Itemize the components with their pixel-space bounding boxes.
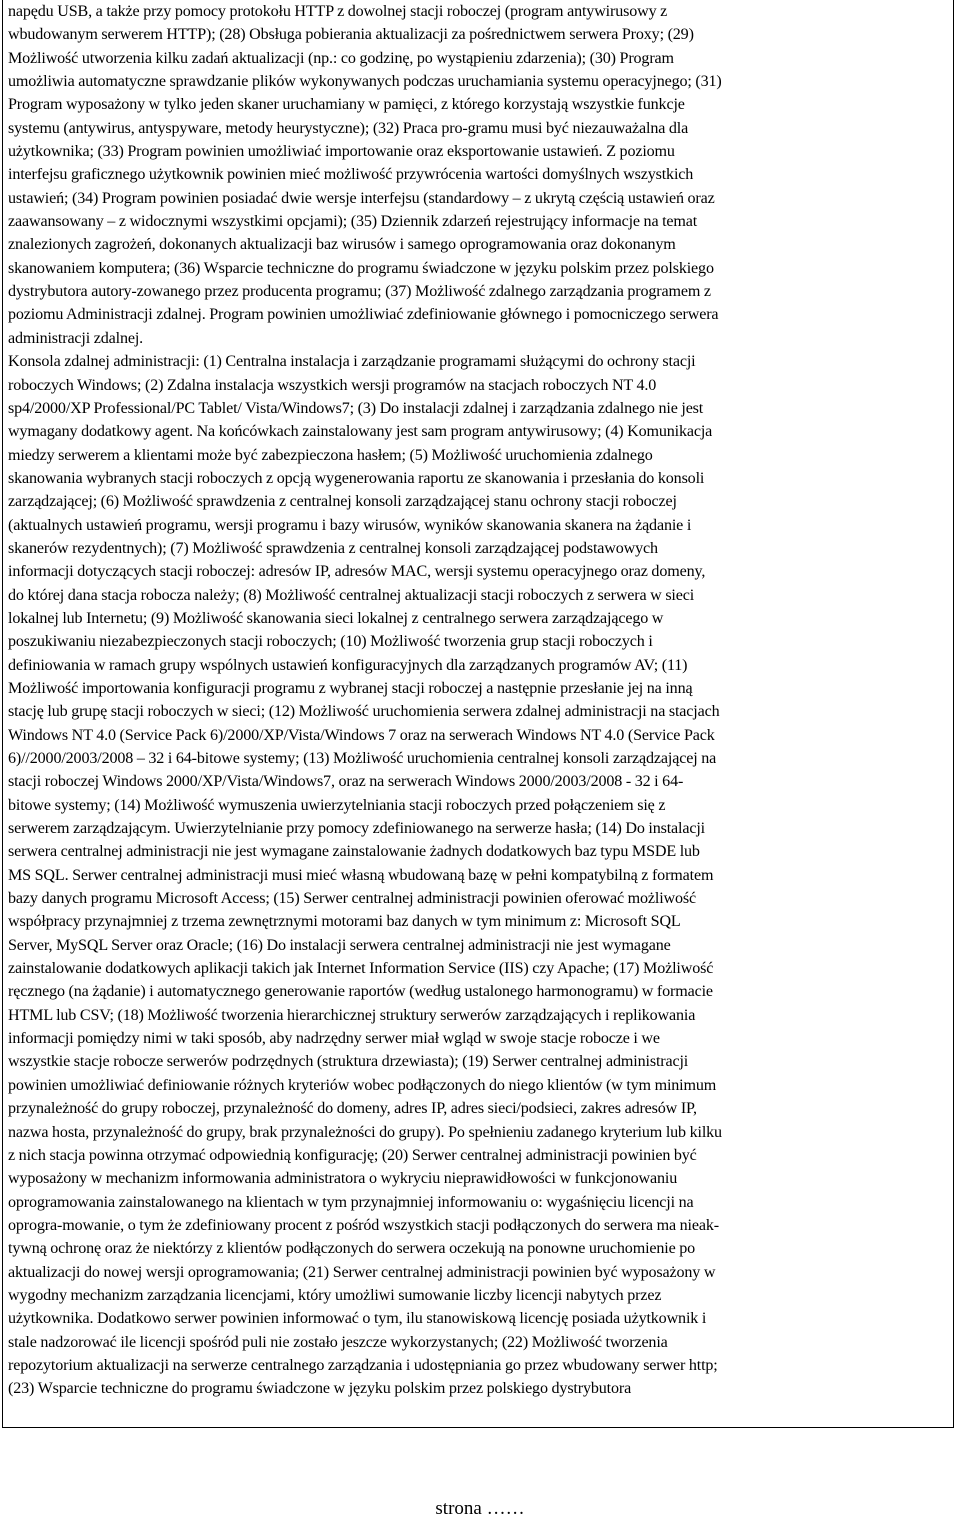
text-line: tywną ochronę oraz że niektórzy z klientów podłączonych do serwera oczekują na ponowne uruchomienie po bbox=[8, 1240, 696, 1258]
text-line: z nich stacja powinna otrzymać odpowiednią konfigurację; (20) Serwer centralnej administracji powinien być bbox=[8, 1146, 697, 1164]
content-frame bbox=[2, 0, 954, 1428]
text-line: oprogra-mowanie, o tym że zdefiniowany procent z pośród wszystkich stacji podłączonych do serwera ma nieak- bbox=[8, 1216, 719, 1234]
text-line: ustawień; (34) Program powinien posiadać dwie wersje interfejsu (standardowy – z ukrytą częścią ustawień oraz bbox=[8, 189, 715, 207]
text-line: roboczych Windows; (2) Zdalna instalacja wszystkich wersji programów na stacjach roboczych NT 4.0 bbox=[8, 376, 657, 394]
text-line: definiowania w ramach grupy wspólnych ustawień konfiguracyjnych dla zarządzanych programów AV; (11) bbox=[8, 656, 688, 674]
page-footer: strona …… bbox=[435, 1498, 525, 1519]
document-body bbox=[3, 0, 953, 1401]
text-line: HTML lub CSV; (18) Możliwość tworzenia hierarchicznej struktury serwerów zarządzających i replikowania bbox=[8, 1006, 696, 1024]
text-line: dystrybutora autory-zowanego przez producenta programu; (37) Możliwość zdalnego zarządzania programem z bbox=[8, 283, 711, 301]
text-line: wyposażony w mechanizm informowania administratora o wykryciu nieprawidłowości w funkcjonowaniu bbox=[8, 1170, 678, 1188]
text-line: wbudowanym serwerem HTTP); (28) Obsługa pobierania aktualizacji za pośrednictwem serwera Proxy; (29) bbox=[8, 26, 694, 44]
text-line: administracji zdalnej. bbox=[8, 329, 144, 347]
text-line: bitowe systemy; (14) Możliwość wymuszenia uwierzytelniania stacji roboczych przed połączeniem się z bbox=[8, 796, 666, 814]
text-line: wygodny mechanizm zarządzania licencjami, który umożliwi sumowanie liczby licencji nabytych przez bbox=[8, 1286, 662, 1304]
text-line: napędu USB, a także przy pomocy protokołu HTTP z dowolnej stacji roboczej (program antywirusowy z bbox=[8, 3, 668, 20]
text-line: znalezionych zagrożeń, dokonanych aktualizacji baz wirusów i samego oprogramowania oraz dokonanym bbox=[8, 236, 676, 254]
text-line: repozytorium aktualizacji na serwerze centralnego zarządzania i udostępniania go przez wbudowany serwer http; bbox=[8, 1356, 718, 1374]
text-line: Program wyposażony w tylko jeden skaner uruchamiany w pamięci, z którego korzystają wszystkie funkcje bbox=[8, 96, 685, 114]
text-line: Server, MySQL Server oraz Oracle; (16) Do instalacji serwera centralnej administracji nie jest wymagane bbox=[8, 936, 671, 954]
text-line: serwera centralnej administracji nie jest wymagane zainstalowanie żadnych dodatkowych baz typu MSDE lub bbox=[8, 843, 700, 861]
text-line: informacji dotyczących stacji roboczej: adresów IP, adresów MAC, wersji systemu operacyjnego oraz domeny, bbox=[8, 563, 706, 581]
text-line: współpracy przynajmniej z trzema zewnętrznymi motorami baz danych w tym minimum z: Microsoft SQL bbox=[8, 913, 681, 931]
text-line: oprogramowania zainstalowanego na klientach w tym przynajmniej informowaniu o: wygaśnięciu licencji na bbox=[8, 1193, 694, 1211]
text-line: zaawansowany – z widocznymi wszystkimi opcjami); (35) Dziennik zdarzeń rejestrujący informacje na temat bbox=[8, 213, 698, 231]
text-line: Windows NT 4.0 (Service Pack 6)/2000/XP/Vista/Windows 7 oraz na serwerach Windows NT 4.0 (Service Pack bbox=[8, 726, 715, 744]
text-line: Konsola zdalnej administracji: (1) Centralna instalacja i zarządzanie programami służącymi do ochrony stacji bbox=[8, 353, 696, 371]
text-line: umożliwia automatyczne sprawdzanie plików wykonywanych podczas uruchamiania systemu operacyjnego; (31) bbox=[8, 73, 722, 91]
text-line: poziomu Administracji zdalnej. Program powinien umożliwiać zdefiniowanie głównego i pomocniczego serwera bbox=[8, 306, 719, 324]
text-line: interfejsu graficznego użytkownik powinien mieć możliwość przywrócenia wartości domyślnych wszystkich bbox=[8, 166, 694, 184]
text-line: wymagany dodatkowy agent. Na końcówkach zainstalowany jest sam program antywirusowy; (4) Komunikacja bbox=[8, 423, 713, 441]
text-line: powinien umożliwiać definiowanie różnych kryteriów wobec podłączonych do niego klientów (w tym minimum bbox=[8, 1076, 717, 1094]
text-line: stacji roboczej Windows 2000/XP/Vista/Windows7, oraz na serwerach Windows 2000/2003/2008 - 32 i 64- bbox=[8, 773, 684, 791]
text-line: zarządzającej; (6) Możliwość sprawdzenia z centralnej konsoli zarządzającej stanu ochrony stacji roboczej bbox=[8, 493, 677, 511]
text-line: zainstalowanie dodatkowych aplikacji takich jak Internet Information Service (IIS) czy Apache; (17) Możliwość bbox=[8, 960, 714, 978]
text-line: poszukiwaniu niezabezpieczonych stacji roboczych; (10) Możliwość tworzenia grup stacji roboczych i bbox=[8, 633, 653, 651]
text-line: ręcznego (na żądanie) i automatycznego generowanie raportów (według ustalonego harmonogramu) w formacie bbox=[8, 983, 713, 1001]
text-line: Możliwość utworzenia kilku zadań aktualizacji (np.: co godzinę, po wystąpieniu zdarzenia); (30) Program bbox=[8, 49, 674, 67]
text-line: wszystkie stacje robocze serwerów podrzędnych (struktura drzewiasta); (19) Serwer centralnej administracji bbox=[8, 1053, 689, 1071]
text-line: do której dana stacja robocza należy; (8) Możliwość centralnej aktualizacji stacji roboczych z serwera w sieci bbox=[8, 586, 695, 604]
text-line: informacji pomiędzy nimi w taki sposób, aby nadrzędny serwer miał wgląd w swoje stacje robocze i we bbox=[8, 1030, 660, 1048]
text-line: lokalnej lub Internetu; (9) Możliwość skanowania sieci lokalnej z centralnego serwera zarządzającego w bbox=[8, 609, 664, 627]
text-line: (23) Wsparcie techniczne do programu świadczone w języku polskim przez polskiego dystrybutora bbox=[8, 1380, 632, 1398]
text-line: aktualizacji do nowej wersji oprogramowania; (21) Serwer centralnej administracji powinien być wyposażony w bbox=[8, 1263, 716, 1281]
text-line: nazwa hosta, przynależność do grupy, brak przynależności do grupy). Po spełnieniu zadanego kryterium lub kilku bbox=[8, 1123, 722, 1141]
text-line: 6)//2000/2003/2008 – 32 i 64-bitowe systemy; (13) Możliwość uruchomienia centralnej konsoli zarządzającej na bbox=[8, 750, 717, 767]
text-line: stale nadzorować ile licencji spośród puli nie zostało jeszcze wykorzystanych; (22) Możliwość tworzenia bbox=[8, 1333, 668, 1351]
text-line: sp4/2000/XP Professional/PC Tablet/ Vista/Windows7; (3) Do instalacji zdalnej i zarządzania zdalnego nie jest bbox=[8, 399, 704, 417]
text-line: Możliwość importowania konfiguracji programu z wybranej stacji roboczej a następnie przesłanie jej na inną bbox=[8, 679, 693, 697]
text-line: bazy danych programu Microsoft Access; (15) Serwer centralnej administracji powinien oferować możliwość bbox=[8, 890, 696, 908]
text-line: skanowania wybranych stacji roboczych z opcją wygenerowania raportu ze skanowania i przesłania do konsoli bbox=[8, 469, 705, 487]
text-line: systemu (antywirus, antyspyware, metody heurystyczne); (32) Praca pro-gramu musi być niezauważalna dla bbox=[8, 119, 689, 137]
text-line: MS SQL. Serwer centralnej administracji musi mieć własną wbudowaną bazę w pełni kompatybilną z formatem bbox=[8, 866, 714, 884]
text-line: serwerem zarządzającym. Uwierzytelnianie przy pomocy zdefiniowanego na serwerze hasła; (14) Do instalacji bbox=[8, 820, 705, 838]
text-line: (aktualnych ustawień programu, wersji programu i bazy wirusów, wyników skanowania skanera na żądanie i bbox=[8, 516, 692, 534]
text-line: przynależność do grupy roboczej, przynależność do domeny, adres IP, adres sieci/podsieci, zakres adresów IP, bbox=[8, 1100, 697, 1118]
text-line: stację lub grupę stacji roboczych w sieci; (12) Możliwość uruchomienia serwera zdalnej administracji na stacjach bbox=[8, 703, 720, 721]
text-line: miedzy serwerem a klientami może być zabezpieczona hasłem; (5) Możliwość uruchomienia zdalnego bbox=[8, 446, 653, 464]
text-line: skanerów rezydentnych); (7) Możliwość sprawdzenia z centralnej konsoli zarządzającej podstawowych bbox=[8, 539, 658, 557]
text-line: użytkownika; (33) Program powinien umożliwiać importowanie oraz eksportowanie ustawień. Z poziomu bbox=[8, 143, 675, 161]
text-line: skanowaniem komputera; (36) Wsparcie techniczne do programu świadczone w języku polskim przez polskiego bbox=[8, 259, 714, 277]
text-line: użytkownika. Dodatkowo serwer powinien informować o tym, ilu stanowiskową licencję posiada użytkownik i bbox=[8, 1310, 707, 1328]
